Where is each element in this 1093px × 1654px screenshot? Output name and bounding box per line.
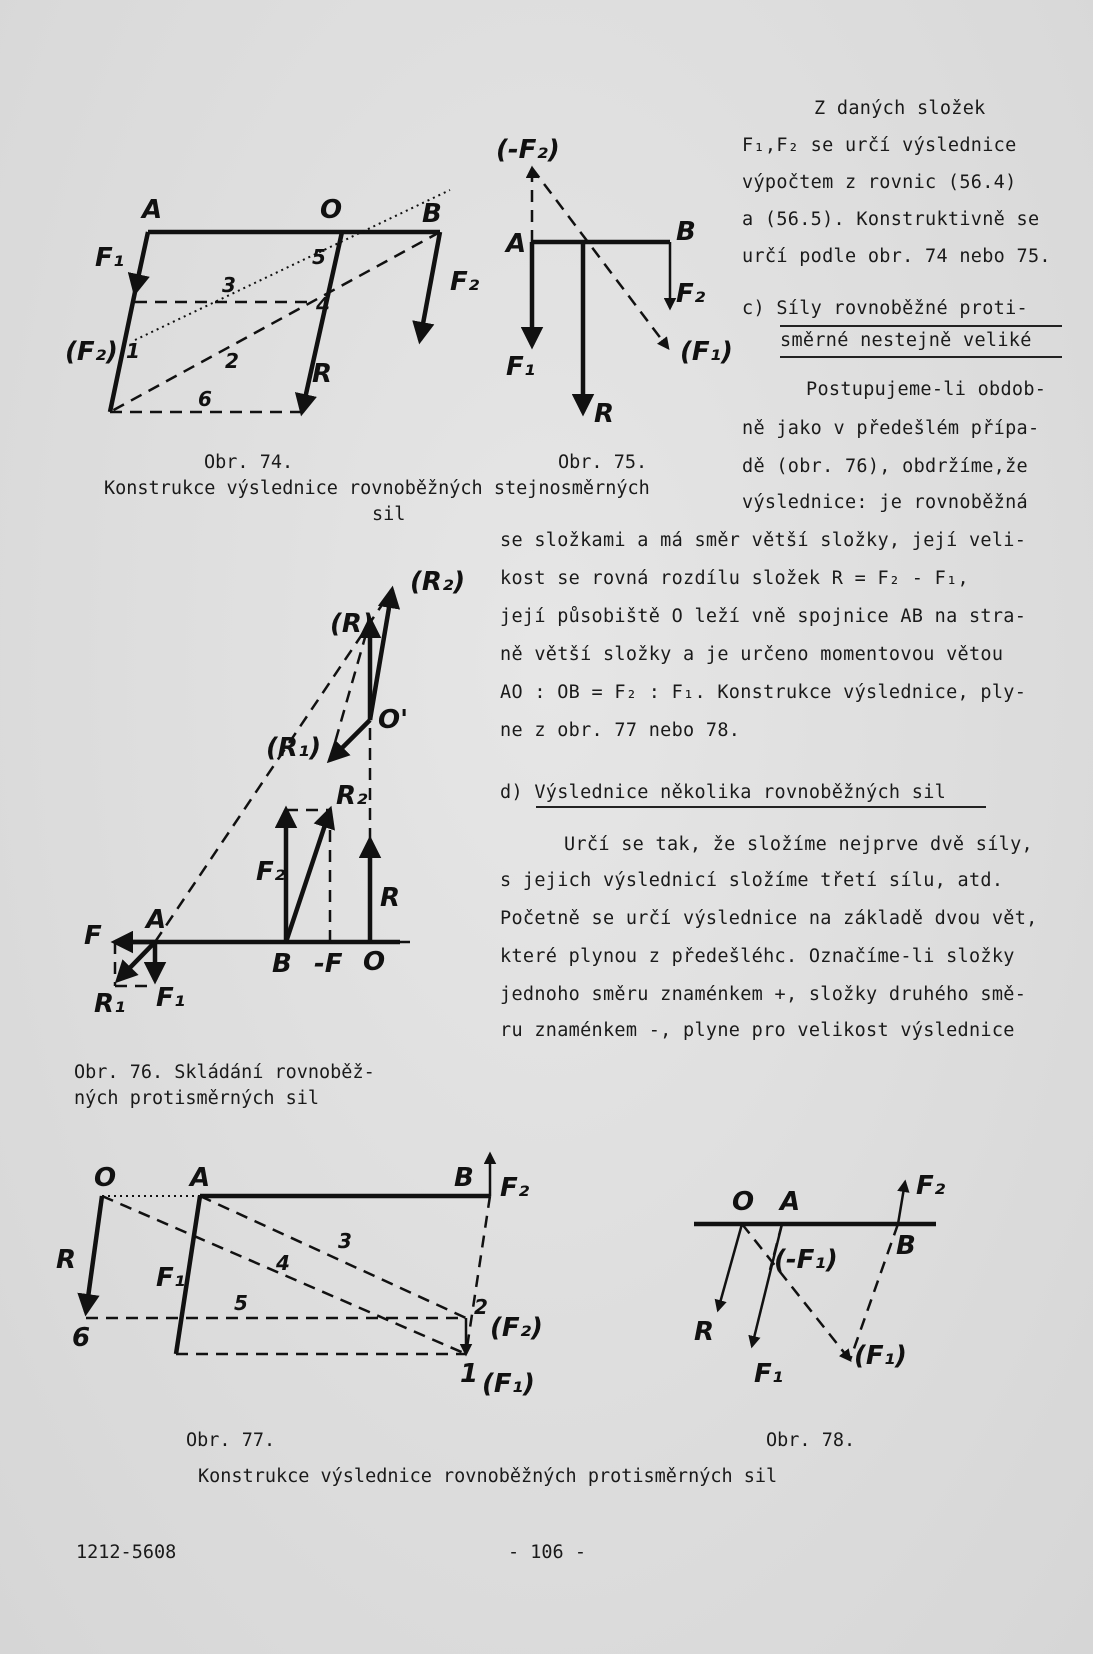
text-line: jednoho směru znaménkem +, složky druhého smě-	[500, 984, 1027, 1005]
label-5: 5	[312, 245, 326, 269]
section-d-heading: d) Výslednice několika rovnoběžných sil	[500, 782, 947, 803]
arrow-r	[718, 1224, 742, 1310]
label-f1: F₁	[95, 243, 125, 273]
arrow-f2	[420, 232, 440, 340]
label-o: O	[732, 1187, 755, 1217]
figure-74	[65, 180, 480, 440]
arrow-f1	[135, 232, 148, 292]
label-o-prime: O'	[378, 705, 409, 735]
label-1: 1	[126, 339, 140, 363]
label-4: 4	[316, 293, 330, 317]
line-f2-shifted	[466, 1196, 490, 1354]
arrow-f2	[898, 1182, 905, 1224]
text-line: určí podle obr. 74 nebo 75.	[742, 246, 1051, 267]
text-line: výpočtem z rovnic (56.4)	[742, 172, 1017, 193]
label-f2: F₂	[450, 267, 480, 297]
label-1: 1	[460, 1359, 479, 1389]
label-f2-paren: (F₂)	[490, 1313, 543, 1343]
label-f1-paren: (F₁)	[680, 337, 733, 367]
text-line: ru znaménkem -, plyne pro velikost výslednice	[500, 1020, 1015, 1041]
caption-obr-74: Obr. 74.	[204, 452, 294, 473]
label-o: O	[320, 195, 343, 225]
label-r1: R₁	[94, 989, 126, 1019]
label-4: 4	[276, 1251, 290, 1275]
text-line: a (56.5). Konstruktivně se	[742, 209, 1040, 230]
text-line: ně jako v předešlém přípa-	[742, 418, 1040, 439]
figure-76	[80, 560, 466, 1030]
figure-78	[690, 1160, 950, 1420]
text-line: Určí se tak, že složíme nejprve dvě síly,	[564, 834, 1033, 855]
label-f2: F₂	[676, 279, 706, 309]
label-a: A	[142, 195, 163, 225]
label-3: 3	[222, 273, 236, 297]
guide-line	[135, 190, 450, 340]
label-minus-f1: (-F₁)	[774, 1245, 838, 1275]
figure-75	[490, 130, 733, 440]
label-f: F	[84, 921, 102, 951]
text-line: ně větší složky a je určeno momentovou větou	[500, 644, 1004, 665]
arrow-r1	[118, 942, 155, 980]
label-f2: F₂	[500, 1173, 530, 1203]
line-construction	[155, 590, 392, 942]
label-b: B	[422, 199, 442, 229]
caption-obr-76: ných protisměrných sil	[74, 1088, 320, 1109]
label-a: A	[506, 229, 527, 259]
text-line: které plynou z předešléhc. Označíme-li složky	[500, 946, 1015, 967]
label-6: 6	[72, 1323, 91, 1353]
text-line: Postupujeme-li obdob-	[806, 379, 1047, 400]
heading-underline	[780, 356, 1062, 358]
label-a: A	[190, 1163, 211, 1193]
text-line: kost se rovná rozdílu složek R = F₂ - F₁,	[500, 568, 969, 589]
caption-77-78: Konstrukce výslednice rovnoběžných protisměrných sil	[198, 1466, 778, 1487]
label-r: R	[312, 359, 333, 389]
arrow-r	[86, 1196, 102, 1312]
text-line: dě (obr. 76), obdržíme,že	[742, 456, 1028, 477]
label-f2: F₂	[256, 857, 286, 887]
label-b: B	[676, 217, 696, 247]
caption-obr-75: Obr. 75.	[558, 452, 648, 473]
text-line: výslednice: je rovnoběžná	[742, 492, 1028, 513]
label-f1: F₁	[754, 1359, 784, 1389]
text-line: s jejich výslednicí složíme třetí sílu, atd.	[500, 870, 1004, 891]
text-line: se složkami a má směr větší složky, její veli-	[500, 530, 1027, 551]
line-2	[110, 232, 440, 412]
label-6: 6	[198, 387, 212, 411]
label-o: O	[363, 947, 386, 977]
label-f1-paren: (F₁)	[482, 1369, 535, 1399]
label-r: R	[594, 399, 615, 429]
caption-74-75: sil	[372, 504, 406, 525]
label-2: 2	[474, 1295, 488, 1319]
caption-obr-77: Obr. 77.	[186, 1430, 276, 1451]
heading-underline	[780, 325, 1062, 327]
text-line: ne z obr. 77 nebo 78.	[500, 720, 741, 741]
footer-code: 1212-5608	[76, 1542, 177, 1563]
label-r: R	[56, 1245, 77, 1275]
caption-74-75: Konstrukce výslednice rovnoběžných stejnosměrných	[104, 478, 650, 499]
label-r-paren: (R)	[330, 609, 374, 639]
line-f2-shifted	[850, 1224, 898, 1360]
figure-77	[50, 1140, 550, 1420]
arrow-r2	[286, 810, 330, 942]
label-r2: R₂	[336, 781, 368, 811]
label-b: B	[896, 1231, 916, 1261]
text-line: Početně se určí výslednice na základě dvou vět,	[500, 908, 1038, 929]
section-c-heading: směrné nestejně veliké	[780, 330, 1032, 351]
label-o: O	[94, 1163, 117, 1193]
label-a: A	[780, 1187, 801, 1217]
section-c-heading: c) Síly rovnoběžné proti-	[742, 298, 1028, 319]
label-r: R	[380, 883, 401, 913]
label-r: R	[694, 1317, 715, 1347]
label-3: 3	[338, 1229, 352, 1253]
line-construction	[532, 168, 668, 348]
text-line: Z daných složek	[814, 98, 986, 119]
label-f1: F₁	[156, 983, 186, 1013]
page-number: - 106 -	[508, 1542, 586, 1563]
text-line: AO : OB = F₂ : F₁. Konstrukce výslednice, ply-	[500, 682, 1027, 703]
label-f1: F₁	[506, 352, 536, 382]
label-f2: F₂	[916, 1171, 946, 1201]
label-b: B	[272, 949, 292, 979]
label-r2-paren: (R₂)	[410, 567, 466, 597]
label-r1-paren: (R₁)	[266, 733, 322, 763]
text-line: F₁,F₂ se určí výslednice	[742, 135, 1017, 156]
label-b: B	[454, 1163, 474, 1193]
label-f2-paren: (F₂)	[65, 337, 118, 367]
caption-obr-76: Obr. 76. Skládání rovnoběž-	[74, 1062, 375, 1083]
label-a: A	[146, 905, 167, 935]
label-minus-f: -F	[314, 949, 343, 979]
text-line: její působiště O leží vně spojnice AB na stra-	[500, 606, 1027, 627]
heading-underline	[536, 806, 986, 808]
caption-obr-78: Obr. 78.	[766, 1430, 856, 1451]
label-f1-paren: (F₁)	[854, 1341, 907, 1371]
label-2: 2	[225, 349, 239, 373]
label-f1: F₁	[156, 1263, 186, 1293]
label-5: 5	[234, 1291, 248, 1315]
label-minus-f2: (-F₂)	[496, 135, 560, 165]
